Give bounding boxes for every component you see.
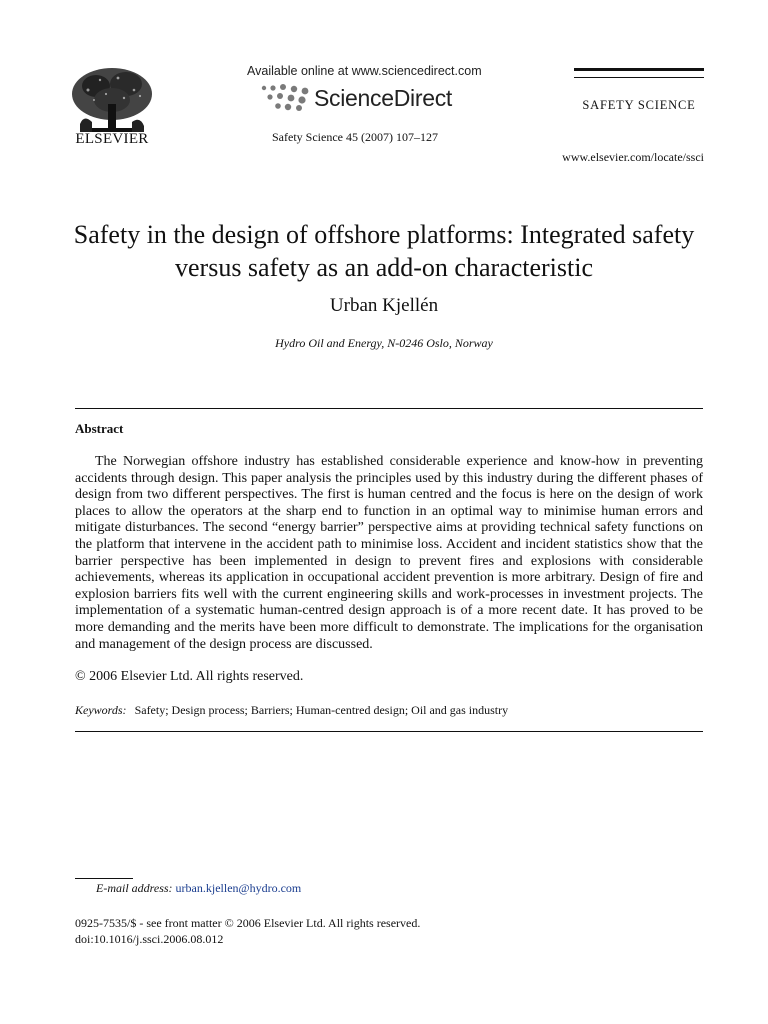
sciencedirect-dots-icon <box>260 82 314 112</box>
abstract-copyright: © 2006 Elsevier Ltd. All rights reserved. <box>75 669 304 684</box>
abstract-top-rule <box>75 408 703 409</box>
author-email-link[interactable]: urban.kjellen@hydro.com <box>175 881 302 895</box>
journal-rule-thin <box>574 77 704 78</box>
journal-name: SAFETY SCIENCE <box>582 98 696 112</box>
keywords-bottom-rule <box>75 731 703 732</box>
article-author: Urban Kjellén <box>329 295 439 316</box>
email-label: E-mail address: <box>96 881 173 895</box>
available-online-text: Available online at www.sciencedirect.com <box>247 64 482 78</box>
keywords-label: Keywords: <box>75 703 127 717</box>
doi-text[interactable]: doi:10.1016/j.ssci.2006.08.012 <box>75 932 224 946</box>
publisher-name: ELSEVIER <box>75 131 149 147</box>
author-affiliation: Hydro Oil and Energy, N-0246 Oslo, Norway <box>275 336 493 350</box>
abstract-heading: Abstract <box>75 421 124 436</box>
article-title: Safety in the design of offshore platforms: Integrated safety versus safety as an add-on characteristic <box>73 220 695 282</box>
abstract-body: The Norwegian offshore industry has established considerable experience and know-how in preventing accidents through design. This paper analysis the principles used by this industry during the different phases of design from two different perspectives. The first is human centred and the focus is here on the design of work places to allow the operators at the sharp end to function in an optimal way to minimise human errors and mitigate disturbances. The second “energy barrier” perspective aims at providing technical safety functions on the platform that intervene in the accident path to minimise loss. Accident and incident statistics show that the barrier perspective has been implemented in design to prevent fires and explosions with considerable achievements, whereas its application in occupational accident prevention is more arbitrary. Design of fire and explosion barriers fits well with the current engineering skills and work-processes in investment projects. The implementation of a systematic human-centred design approach is of a more recent date. It has proved to be more demanding and the merits have been more difficult to demonstrate. The implications for the organisation and management of the design process are discussed. <box>75 454 703 652</box>
journal-rule-thick <box>574 68 704 71</box>
front-matter-notice: 0925-7535/$ - see front matter © 2006 Elsevier Ltd. All rights reserved. <box>75 916 421 930</box>
journal-citation: Safety Science 45 (2007) 107–127 <box>272 130 438 144</box>
journal-homepage-link[interactable]: www.elsevier.com/locate/ssci <box>562 150 704 164</box>
sciencedirect-wordmark: ScienceDirect <box>314 85 452 111</box>
keywords-line <box>75 703 508 718</box>
footnote-rule <box>75 878 133 879</box>
author-email-line <box>96 881 301 896</box>
keywords-list: Safety; Design process; Barriers; Human-centred design; Oil and gas industry <box>134 703 509 717</box>
